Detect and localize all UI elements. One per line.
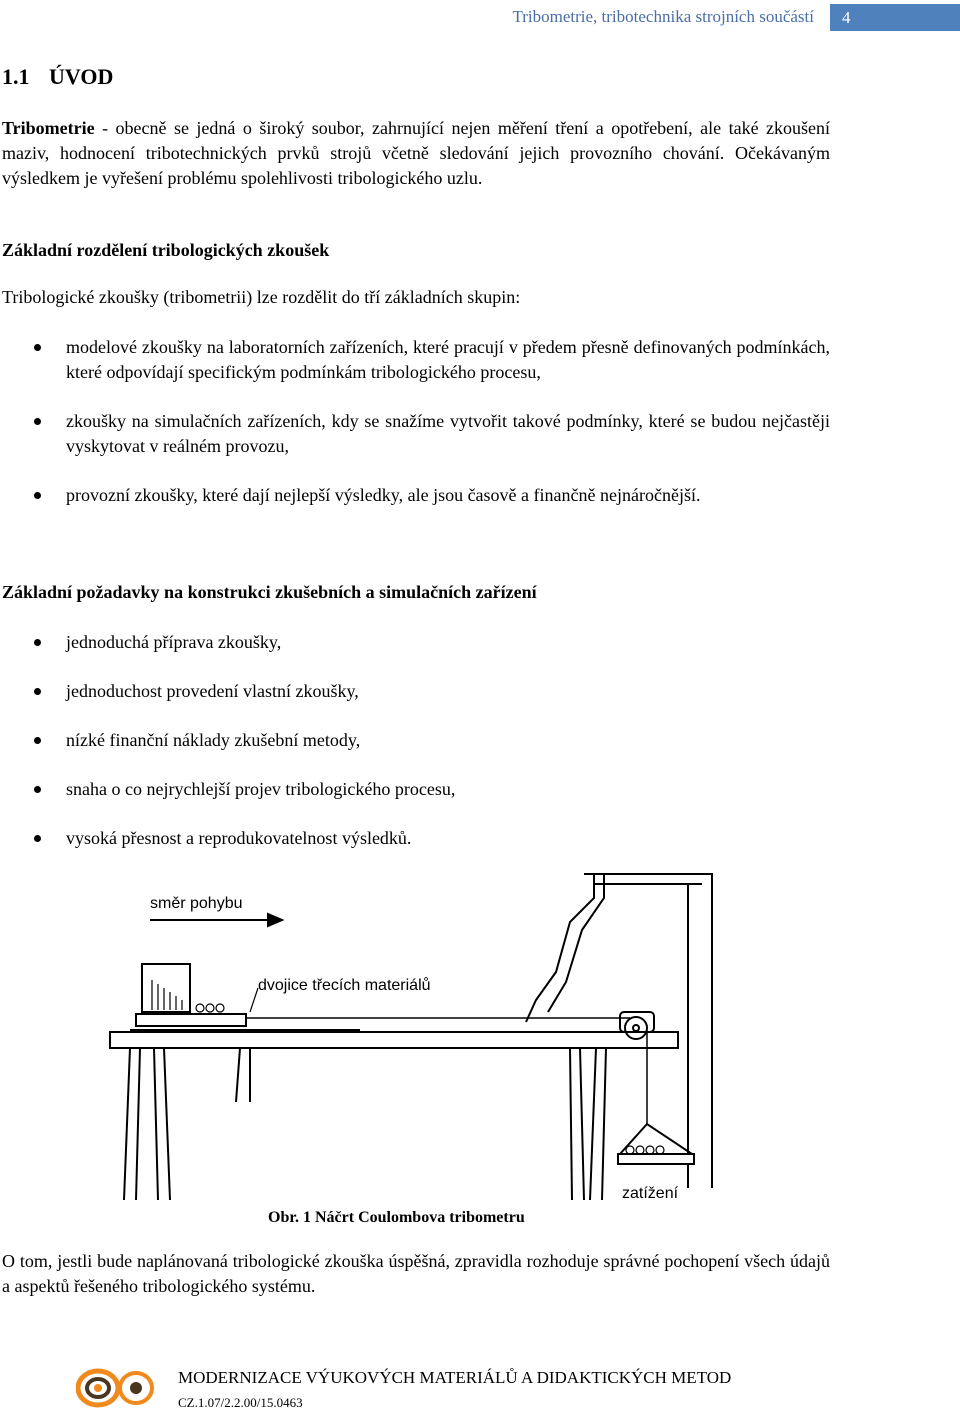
list-item: modelové zkoušky na laboratorních zařízeních, které pracují v předem přesně definovaných podmínkách, které odpovídají specifickým podmínkám tribologického procesu, [0,335,830,385]
page-number: 4 [830,4,960,31]
running-header-title: Tribometrie, tribotechnika strojních součástí [512,7,814,26]
requirements-heading: Základní požadavky na konstrukci zkušebních a simulačních zařízení [2,582,537,602]
label-friction-pair: dvojice třecích materiálů [258,977,431,994]
bullet-icon [34,492,41,499]
section-heading: 1.1 ÚVOD [2,64,114,89]
bullet-icon [34,835,41,842]
label-motion: směr pohybu [150,895,243,912]
bullet-icon [34,418,41,425]
list-item: snaha o co nejrychlejší projev tribologického procesu, [0,777,830,802]
list-item: jednoduchost provedení vlastní zkoušky, [0,679,830,704]
list-item: provozní zkoušky, které dají nejlepší výsledky, ale jsou časově a finančně nejnáročnější. [0,483,830,508]
division-lead: Tribologické zkoušky (tribometrii) lze rozdělit do tří základních skupin: [2,287,521,307]
requirements-list [0,630,830,851]
footer-title: MODERNIZACE VÝUKOVÝCH MATERIÁLŮ A DIDAKTICKÝCH METOD [178,1368,732,1387]
project-logo-icon [76,1368,156,1408]
figure-caption: Obr. 1 Náčrt Coulombova tribometru [268,1209,525,1226]
bullet-icon [34,786,41,793]
bullet-icon [34,688,41,695]
division-list [0,335,830,508]
bullet-icon [34,344,41,351]
division-heading: Základní rozdělení tribologických zkoušek [2,240,330,260]
table-top [110,1032,678,1048]
intro-term: Tribometrie [2,118,95,138]
bullet-icon [34,639,41,646]
weight-box [142,964,190,1012]
list-item: nízké finanční náklady zkušební metody, [0,728,830,753]
intro-paragraph [2,116,830,191]
intro-text: - obecně se jedná o široký soubor, zahrnující nejen měření tření a opotřebení, ale také zkoušení maziv, hodnocení tribotechnických prvků strojů včetně sledování jejich provozního chování. Očekávaným výsledkem je vyřešení problému spolehlivosti tribologického uzlu. [2,118,830,188]
list-item: zkoušky na simulačních zařízeních, kdy se snažíme vytvořit takové podmínky, které se budou nejčastěji vyskytovat v reálném provozu, [0,409,830,459]
footer-code: CZ.1.07/2.2.00/15.0463 [178,1395,303,1410]
sliding-plate [136,1014,246,1026]
pulley [625,1017,647,1039]
weight-stack [152,980,224,1012]
list-item: vysoká přesnost a reprodukovatelnost výsledků. [0,826,830,851]
label-load: zatížení [622,1185,679,1202]
tribometer-figure [100,862,740,1210]
closing-paragraph: O tom, jestli bude naplánovaná tribologické zkouška úspěšná, zpravidla rozhoduje správné pochopení všech údajů a aspektů řešeného tribologického systému. [2,1251,830,1296]
table-legs [124,1048,606,1200]
bullet-icon [34,737,41,744]
list-item: jednoduchá příprava zkoušky, [0,630,830,655]
